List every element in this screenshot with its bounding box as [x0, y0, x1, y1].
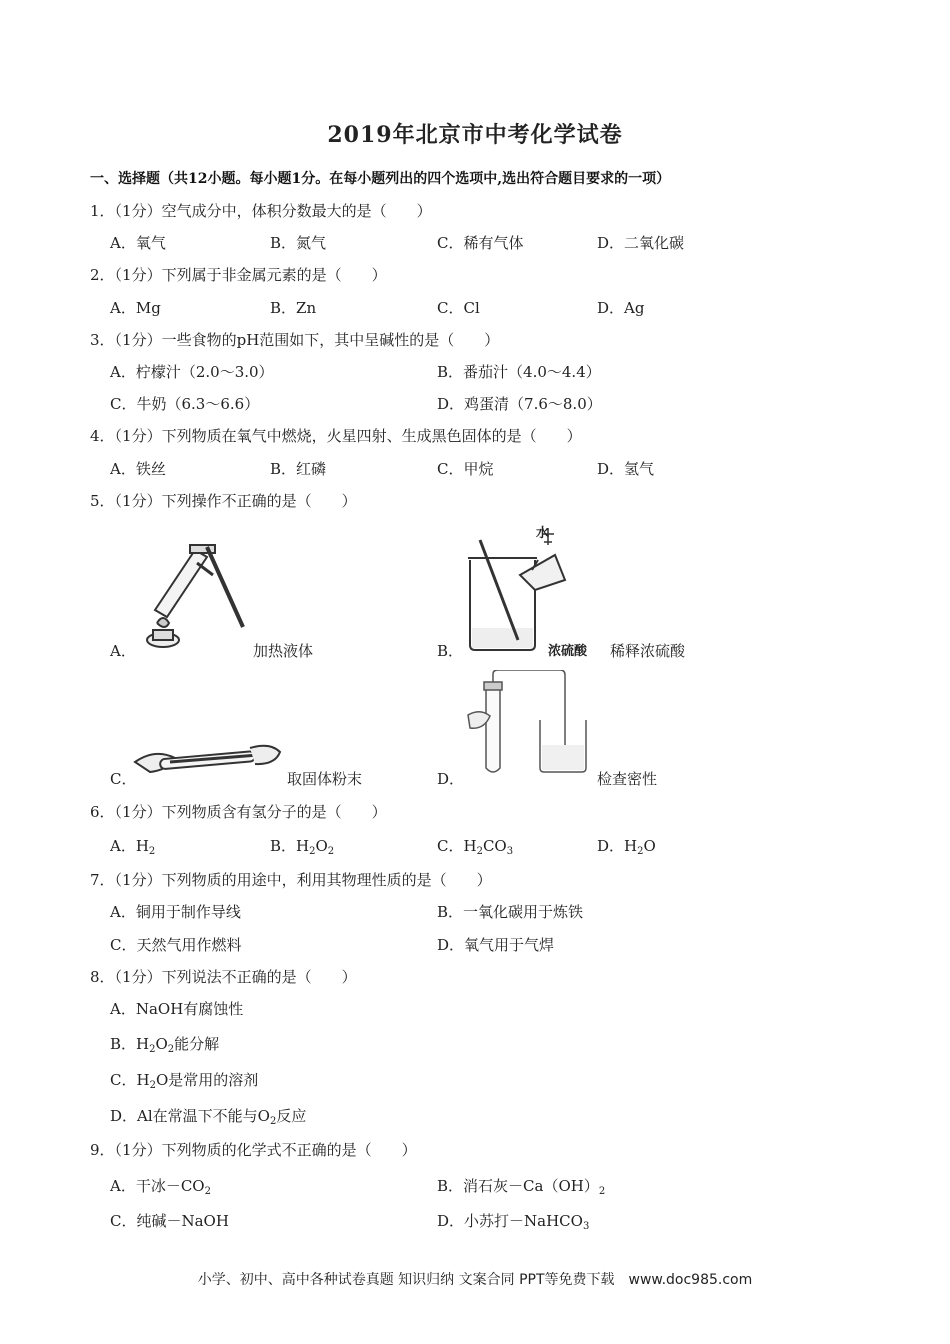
question-5-option-c-caption: 取固体粉末: [287, 770, 363, 788]
question-4-option-c: C．甲烷: [437, 460, 494, 478]
question-2-option-a: A．Mg: [110, 299, 161, 317]
question-3-option-a: A．柠檬汁（2.0～3.0）: [110, 363, 274, 381]
question-8-option-b: B．$H_2O_2$能分解: [110, 1035, 220, 1055]
question-4-option-b: B．红磷: [270, 460, 327, 478]
question-2-option-c: C．Cl: [437, 299, 480, 317]
water-label: 水: [536, 526, 550, 541]
question-7-option-c: C．天然气用作燃料: [110, 936, 242, 954]
question-6-stem: 6．（1分）下列物质含有氢分子的是（ ）: [90, 803, 387, 821]
question-3-option-c: C．牛奶（6.3～6.6）: [110, 395, 260, 413]
question-3-option-b: B．番茄汁（4.0～4.4）: [437, 363, 601, 381]
question-8-option-a: A．NaOH有腐蚀性: [110, 1000, 244, 1018]
question-5-option-d-letter: D．: [437, 770, 465, 788]
question-5-option-b-letter: B．: [437, 642, 464, 660]
section-header: 一、选择题（共12小题。每小题1分。在每小题列出的四个选项中,选出符合题目要求的一项）: [90, 171, 671, 187]
question-7-option-b: B．一氧化碳用于炼铁: [437, 903, 584, 921]
page-footer: 小学、初中、高中各种试卷真题 知识归纳 文案合同 PPT等免费下载 www.doc985.com: [197, 1272, 753, 1288]
question-6-option-c: C．$H_2CO_3$: [437, 837, 514, 857]
question-8-option-c: C．$H_2O$是常用的溶剂: [110, 1071, 259, 1091]
question-9-option-d: D．小苏打－NaHCO$_3$: [437, 1212, 590, 1232]
question-4-stem: 4．（1分）下列物质在氧气中燃烧，火星四射、生成黑色固体的是（ ）: [90, 427, 582, 445]
airtightness-check-illustration: [460, 670, 590, 780]
question-6-option-d: D．$H_2O$: [597, 837, 656, 857]
question-9-stem: 9．（1分）下列物质的化学式不正确的是（ ）: [90, 1141, 417, 1159]
question-5-option-a-letter: A．: [110, 642, 136, 660]
acid-label: 浓硫酸: [548, 644, 588, 659]
question-3-stem: 3．（1分）一些食物的pH范围如下，其中呈碱性的是（ ）: [90, 331, 500, 349]
question-6-option-a: A．$H_2$: [110, 837, 156, 857]
question-1-stem: 1．（1分）空气成分中，体积分数最大的是（ ）: [90, 202, 432, 220]
question-9-option-a: A．干冰$-CO_2$: [110, 1177, 211, 1197]
taking-powder-illustration: [130, 740, 285, 785]
question-7-option-d: D．氧气用于气焊: [437, 936, 555, 954]
question-8-stem: 8．（1分）下列说法不正确的是（ ）: [90, 968, 357, 986]
question-5-option-d-caption: 检查密性: [597, 770, 658, 788]
question-1-option-c: C．稀有气体: [437, 234, 524, 252]
question-9-option-c: C．纯碱－NaOH: [110, 1212, 229, 1230]
question-7-stem: 7．（1分）下列物质的用途中，利用其物理性质的是（ ）: [90, 871, 492, 889]
question-2-option-b: B．Zn: [270, 299, 317, 317]
question-1-option-a: A．氧气: [110, 234, 166, 252]
question-1-option-d: D．二氧化碳: [597, 234, 685, 252]
question-2-stem: 2．（1分）下列属于非金属元素的是（ ）: [90, 266, 387, 284]
question-4-option-a: A．铁丝: [110, 460, 166, 478]
question-3-option-d: D．鸡蛋清（7.6～8.0）: [437, 395, 602, 413]
diluting-acid-illustration: [460, 520, 600, 660]
question-6-option-b: B．$H_2O_2$: [270, 837, 335, 857]
question-5-option-c-letter: C．: [110, 770, 137, 788]
question-2-option-d: D．Ag: [597, 299, 645, 317]
question-1-option-b: B．氮气: [270, 234, 327, 252]
question-8-option-d: D．Al在常温下不能与$O_2$反应: [110, 1107, 307, 1127]
question-5-stem: 5．（1分）下列操作不正确的是（ ）: [90, 492, 357, 510]
question-4-option-d: D．氢气: [597, 460, 655, 478]
heating-liquid-illustration: [135, 535, 250, 655]
page-title: 2019年北京市中考化学试卷: [327, 122, 623, 148]
question-5-option-a-caption: 加热液体: [253, 642, 314, 660]
question-7-option-a: A．铜用于制作导线: [110, 903, 241, 921]
question-5-option-b-caption: 稀释浓硫酸: [610, 642, 686, 660]
question-9-option-b: B．消石灰$-Ca(OH)_2$: [437, 1177, 606, 1197]
